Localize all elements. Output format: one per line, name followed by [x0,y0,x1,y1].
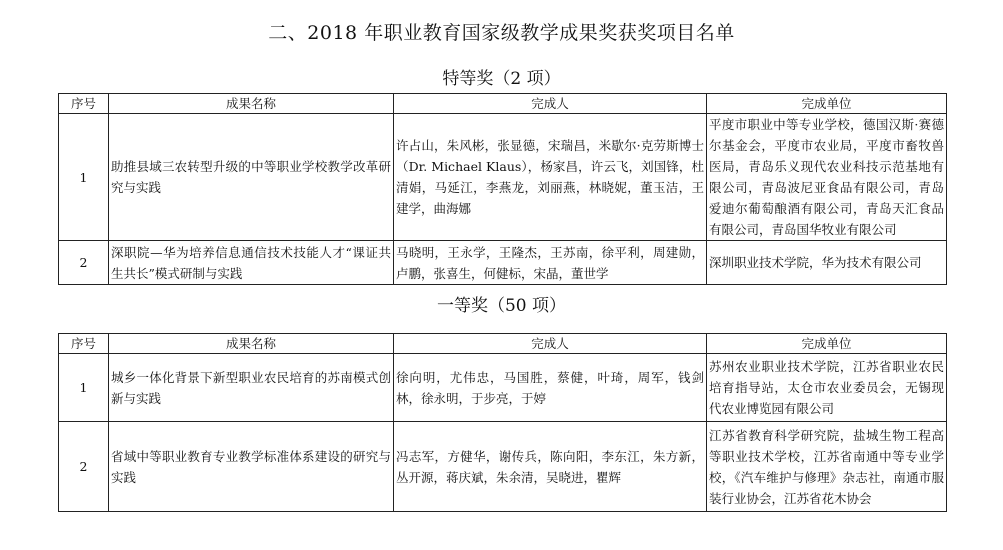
cell-no: 1 [59,114,109,241]
header-no: 序号 [59,94,109,114]
header-no: 序号 [59,334,109,354]
header-unit: 完成单位 [707,94,947,114]
cell-unit: 江苏省教育科学研究院，盐城生物工程高等职业技术学校，江苏省南通中等专业学校，《汽车维护与修理》杂志社，南通市服装行业协会，江苏省花木协会 [707,422,947,512]
first-award-table [58,333,947,512]
special-award-table [58,93,947,285]
header-name: 成果名称 [109,94,394,114]
document-title: 二、2018 年职业教育国家级教学成果奖获奖项目名单 [268,22,735,44]
cell-no: 2 [59,422,109,512]
cell-no: 2 [59,241,109,285]
header-people: 完成人 [394,334,707,354]
table-row [59,422,947,512]
cell-name: 深职院—华为培养信息通信技术技能人才“课证共生共长”模式研制与实践 [109,241,394,285]
cell-no: 1 [59,354,109,422]
table-header-row [59,334,947,354]
cell-people: 许占山，朱风彬，张显德，宋瑞昌，米歇尔·克劳斯博士（Dr. Michael Klaus），杨家昌，许云飞，刘国锋，杜清娟，马延江，李燕龙，刘丽燕，林晓妮，董玉洁，王建学，曲海娜 [394,114,707,241]
cell-unit: 平度市职业中等专业学校，德国汉斯·赛德尔基金会，平度市农业局，平度市畜牧兽医局，青岛乐义现代农业科技示范基地有限公司，青岛波尼亚食品有限公司，青岛爱迪尔葡萄酿酒有限公司，青岛天汇食品有限公司，青岛国华牧业有限公司 [707,114,947,241]
cell-name: 助推县域三农转型升级的中等职业学校教学改革研究与实践 [109,114,394,241]
table-header-row [59,94,947,114]
cell-unit: 深圳职业技术学院，华为技术有限公司 [707,241,947,285]
table-row [59,114,947,241]
table-row [59,354,947,422]
cell-people: 徐向明，尤伟忠，马国胜，蔡健，叶琦，周军，钱剑林，徐永明，于步亮，于婷 [394,354,707,422]
cell-name: 省域中等职业教育专业教学标准体系建设的研究与实践 [109,422,394,512]
first-award-heading: 一等奖（50 项） [436,296,567,316]
cell-unit: 苏州农业职业技术学院，江苏省职业农民培育指导站，太仓市农业委员会，无锡现代农业博览园有限公司 [707,354,947,422]
cell-name: 城乡一体化背景下新型职业农民培育的苏南模式创新与实践 [109,354,394,422]
table-row [59,241,947,285]
cell-people: 马晓明，王永学，王隆杰，王苏南，徐平利，周建勋，卢鹏，张喜生，何健标，宋晶，董世学 [394,241,707,285]
header-unit: 完成单位 [707,334,947,354]
special-award-heading: 特等奖（2 项） [442,69,561,89]
cell-people: 冯志军，方健华，谢传兵，陈向阳，李东江，朱方新，丛开源，蒋庆斌，朱余清，吴晓进，瞿辉 [394,422,707,512]
header-name: 成果名称 [109,334,394,354]
header-people: 完成人 [394,94,707,114]
